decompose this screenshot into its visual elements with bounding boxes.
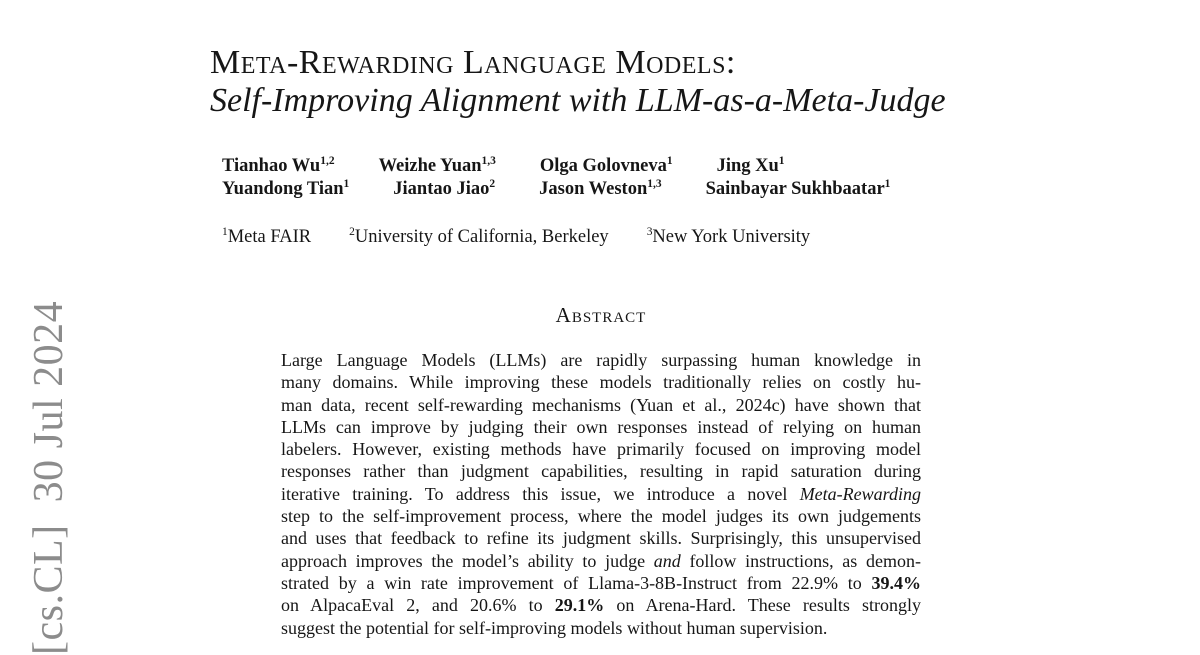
abstract-heading: Abstract [555,303,647,327]
abstract-text: many domains. While improving these models traditionally relies on costly hu- [281,372,921,393]
abstract-text: follow instructions, as demon- [680,550,921,571]
affiliation-superscript: 2 [349,225,355,238]
abstract-text: LLMs can improve by judging their own responses instead of relying on human [281,416,921,437]
abstract-line [281,371,921,393]
abstract-line [281,349,921,371]
abstract-text: suggest the potential for self-improving models without human supervision. [281,617,828,638]
author-name: Jing Xu$^1$ [716,154,785,176]
author-affiliation-superscript: 1,2 [320,154,335,167]
author-row [222,155,890,178]
abstract-line [281,394,921,416]
abstract-text: on AlpacaEval 2, and 20.6% to [281,595,555,616]
abstract-text: on Arena-Hard. These results strongly [604,595,921,616]
abstract-text: man data, recent self-rewarding mechanisms (Yuan et al., 2024c) have shown that [281,394,921,415]
author-name: Yuandong Tian$^1$ [222,177,350,199]
author-name: Jiantao Jiao$^2$ [393,177,496,199]
affiliation: $^3$New York University [646,225,811,247]
abstract-line [281,460,921,482]
abstract-line [281,550,921,572]
author-name: Olga Golovneva$^1$ [539,154,673,176]
abstract-text: Large Language Models (LLMs) are rapidly surpassing human knowledge in [281,350,921,370]
abstract-text: strated by a win rate improvement of Llama-3-8B-Instruct from 22.9% to [281,572,872,593]
abstract-line [281,416,921,438]
abstract-line [281,572,921,594]
abstract-text: approach improves the model’s ability to judge [281,550,654,571]
arxiv-watermark: [cs.CL] 30 Jul 2024 [26,300,72,655]
author-affiliation-superscript: 1 [343,177,350,190]
author-affiliation-superscript: 1 [666,154,673,167]
abstract-text: labelers. However, existing methods have primarily focused on improving model [281,439,921,460]
affiliation-superscript: 3 [646,225,653,238]
author-name: Jason Weston$^{1,3}$ [539,177,662,199]
abstract-bold-metric: 39.4% [871,572,921,593]
author-name: Weizhe Yuan$^{1,3}$ [378,154,496,176]
abstract-text: and uses that feedback to refine its judgment skills. Surprisingly, this unsupervised [281,528,921,549]
author-name: Tianhao Wu$^{1,2}$ [222,154,335,176]
author-affiliation-superscript: 1,3 [647,177,662,190]
affiliation: $^2$University of California, Berkeley [349,225,609,247]
abstract-line [281,617,921,639]
abstract-line [281,438,921,460]
paper-title-line-1: Meta-Rewarding Language Models: [210,44,736,81]
abstract-line [281,505,921,527]
affiliation-list [222,227,810,248]
abstract-body [281,349,921,639]
author-affiliation-superscript: 2 [489,177,496,190]
abstract-bold-metric: 29.1% [554,595,605,616]
author-list [222,155,890,201]
abstract-line [281,594,921,616]
author-row [222,178,890,201]
affiliation-superscript: 1 [222,225,228,238]
abstract-line [281,527,921,549]
author-affiliation-superscript: 1 [778,154,785,167]
paper-title-block [210,44,946,120]
abstract-italic-text: Meta-Rewarding [799,483,921,504]
abstract-line [281,483,921,505]
author-affiliation-superscript: 1,3 [481,154,496,167]
paper-title-line-2: Self-Improving Alignment with LLM-as-a-Meta-Judge [210,82,946,119]
author-affiliation-superscript: 1 [884,177,891,190]
abstract-text: step to the self-improvement process, where the model judges its own judgements [281,506,921,527]
abstract-italic-text: and [653,550,681,571]
author-name: Sainbayar Sukhbaatar$^1$ [705,177,891,199]
abstract-text: responses rather than judgment capabilities, resulting in rapid saturation during [281,461,921,482]
abstract-text: iterative training. To address this issue, we introduce a novel [281,483,800,504]
affiliation: $^1$Meta FAIR [222,225,312,247]
